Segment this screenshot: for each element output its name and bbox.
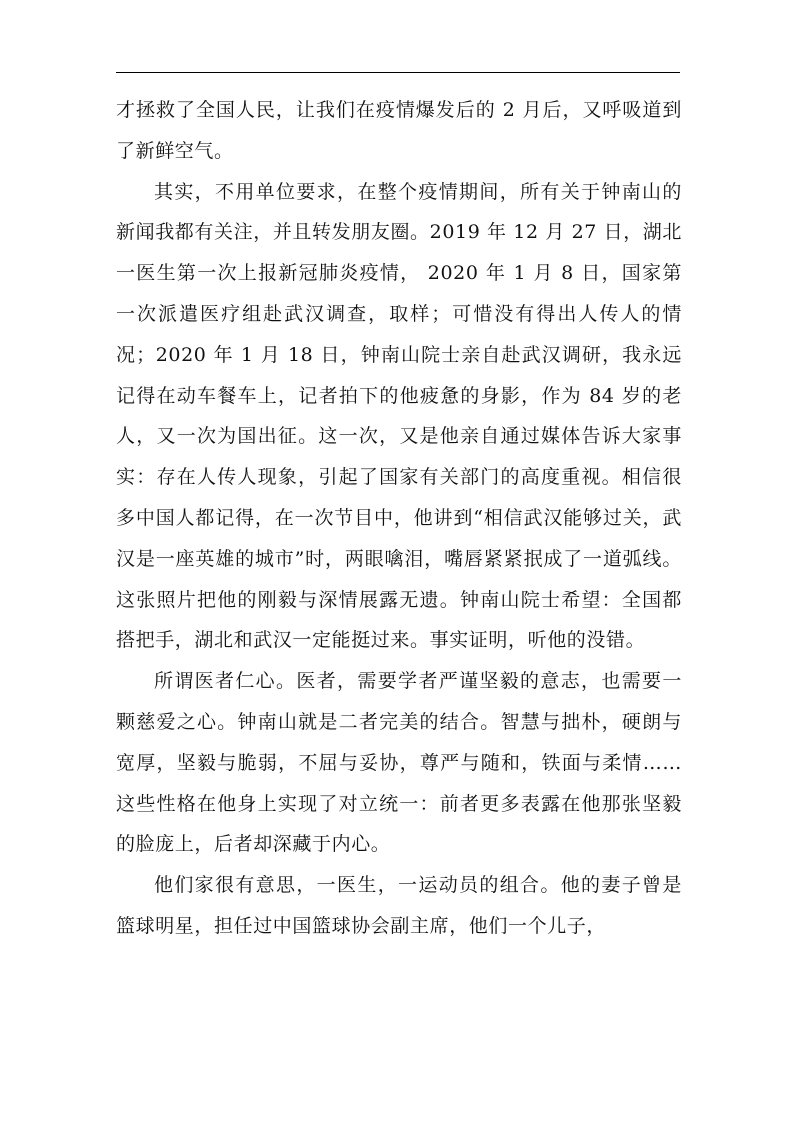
header-rule: [116, 72, 680, 73]
paragraph-zhong-nanshan-news: 其实，不用单位要求，在整个疫情期间，所有关于钟南山的新闻我都有关注，并且转发朋友圈。2019 年 12 月 27 日，湖北一医生第一次上报新冠肺炎疫情， 2020 年 1 月 8 日，国家第一次派遣医疗组赴武汉调查，取样；可惜没有得出人传人的情况；2020 年 1 月 18 日，钟南山院士亲自赴武汉调研，我永远记得在动车餐车上，记者拍下的他疲惫的身影，作为 84 岁的老人，又一次为国出征。这一次，又是他亲自通过媒体告诉大家事实：存在人传人现象，引起了国家有关部门的高度重视。相信很多中国人都记得，在一次节目中，他讲到“相信武汉能够过关，武汉是一座英雄的城市”时，两眼噙泪，嘴唇紧紧抿成了一道弧线。这张照片把他的刚毅与深情展露无遗。钟南山院士希望：全国都搭把手，湖北和武汉一定能挺过来。事实证明，听他的没错。: [116, 180, 682, 652]
paragraph-doctor-benevolence: 所谓医者仁心。医者，需要学者严谨坚毅的意志，也需要一颗慈爱之心。钟南山就是二者完美的结合。智慧与拙朴，硬朗与宽厚，坚毅与脆弱，不屈与妥协，尊严与随和，铁面与柔情……这些性格在他身上实现了对立统一：前者更多表露在他那张坚毅的脸庞上，后者却深藏于内心。: [116, 670, 682, 856]
paragraph-continuation: 才拯救了全国人民，让我们在疫情爆发后的 2 月后，又呼吸道到了新鲜空气。: [116, 99, 682, 162]
body-text: [116, 90, 682, 947]
paragraph-family: 他们家很有意思，一医生，一运动员的组合。他的妻子曾是篮球明星，担任过中国篮球协会副主席，他们一个儿子，: [116, 874, 682, 937]
